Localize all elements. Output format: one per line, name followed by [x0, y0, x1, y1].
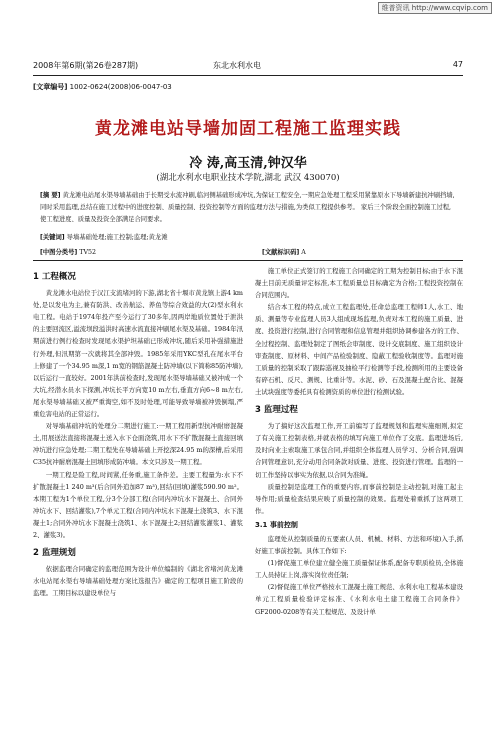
article-number-label: [文章编号] — [33, 83, 68, 91]
section-3-paragraph-1: 为了搞好这次监理工作,开工前编写了监理规划和监理实施细则,拟定了有关施工控制表格,并就表格的填写向施工单位作了交底。监理进场后,及时向业主索取施工承包合同,并组织全体监理人员学习、分析合同,强调合同管理意识,充分动用合同条款对质量、进度、投资进行管理。监理的一切工作坚持以事实为依据,以合同为准绳。 — [255, 422, 463, 479]
section-3-heading: 3 监理过程 — [255, 405, 298, 416]
right-paragraph-1: 施工单位正式签订的工程施工合同确定的工期为控制目标;由于水下混凝土目前无质量评定标准,本工程质量总目标确定为合格;工程投资控制在合同范围内。 — [255, 267, 463, 300]
section-3-1-paragraph-1: 监理处从控制质量的五要素(人员、机械、材料、方法和环境)入手,抓好施工事前控制。具体工作如下: — [255, 534, 463, 556]
classification-value: TV52 — [79, 249, 97, 256]
article-title: 黄龙滩电站导墙加固工程施工监理实践 — [95, 119, 401, 139]
classification-label: [中图分类号] — [40, 249, 78, 256]
section-3-1-paragraph-2: (1)督促施工单位建立健全施工质量保证体系,配备专职质检员,全体施工人员持证上岗,落实岗位责任制; — [255, 559, 463, 580]
section-2-paragraph-1: 依据监理合同确定的监理范围为设计单位编制的《湖北省堵河黄龙滩水电站尾水渠右导墙基础处理方案比选报告》确定的工程项目施工阶段的监理。工期目标以建设单位与 — [33, 565, 243, 598]
running-header — [33, 60, 463, 72]
keywords-label: [关键词] — [40, 234, 65, 241]
classification-number — [40, 247, 96, 256]
article-number-value: 1002-0624(2008)06-0047-03 — [69, 83, 172, 91]
abstract-label: [摘 要] — [40, 192, 61, 199]
section-1-paragraph-1: 黄龙滩水电站位于汉江支流堵河的下游,湖北省十堰市黄龙镇上游4 km处,是以发电为主,兼有防洪、改善航运、养鱼等综合效益的大(2)型水利水电工程。电站于1974年投产至今运行了30多年,因两岸地质位置处于泄洪的主要回流区,溢流坝段溢洪时高速水流直接冲刷尾水渠及基础。1984年汛期前进行例行检查时发现尾水渠护坦基础已形成冲坑,随后采用补强措施进行外理,但汛期第一次就将其全部冲毁。1985年采用YKC型孔在尾水平台上修建了一个34.95 m深,1 m宽的钢筋混凝土防冲墙(以下简称85防冲墙),以后运行一直较好。2001年洪前检查时,发现尾水渠导墙基础又被冲成一个大坑,经潜水员水下探测,冲坑长平方向宽10 m左右,垂直方向6~8 m左右,尾水渠导墙基础又被严重淘空,如不及时处理,可能导致导墙被冲毁倒塌,严重危害电站的正常运行。 — [33, 289, 244, 419]
header-rule — [33, 75, 463, 76]
document-code-label: [文献标识码] — [262, 249, 300, 256]
abstract-text-2: 家后三个阶段全面控制施工过程,使工程进度、质量及投资全部满足合同要求。 — [40, 204, 452, 223]
abstract-rule — [33, 260, 463, 261]
keywords-text: 导墙基础处理;施工控制;监理;黄龙滩 — [66, 234, 168, 241]
right-column — [255, 265, 463, 618]
issue-info: 2008年第6期(第26卷287期) — [33, 61, 139, 70]
document-code-value: A — [301, 249, 306, 256]
page-number: 47 — [452, 60, 463, 69]
abstract-text: 黄龙滩电站尾水渠导墙基础由于长期受水流冲刷,临河侧基础形成冲坑,为保证工程安全,一期应急处理工程采用紧靠原水下导墙新建抗冲刷挡墙,同时采用监理,总结在施工过程中的进度控制、质量控制、投资控制等方面的监理方法与措施,为类似工程提供参考。 — [40, 192, 455, 211]
left-column — [33, 265, 243, 599]
section-3-1-paragraph-3: (2)督促施工单位严格按水工混凝土施工规范、水利水电工程基本建设单元工程质量检验评定标准、《水利水电土建工程施工合同条件》GF2000-0208等有关工程规范、及设计单 — [255, 583, 463, 616]
section-1-paragraph-2: 对导墙基础冲坑的处理分二期进行施工:一期工程用新型抗冲耐磨混凝土,用展送法直接将混凝土送入水下仓面浇筑,用水下不扩散混凝土直接回填冲坑进行应急处理;二期工程先在导墙基础上开挖深24.95 m的深槽,后采用C35抗冲耐磨混凝土回填形成防冲墙。本文只涉及一期工程。 — [33, 422, 243, 467]
affiliation: (湖北水利水电职业技术学院,湖北 武汉 430070) — [156, 173, 340, 183]
article-number — [33, 82, 172, 92]
keywords — [40, 232, 456, 241]
journal-name: 东北水利水电 — [213, 61, 261, 70]
section-2-heading: 2 监理规划 — [33, 548, 76, 559]
right-paragraph-2: 结合本工程的特点,成立工程监理处,任命总监理工程师1人,水工、地质、测量等专业监理人员3人组成现场监理,负责对本工程的施工质量、进度、投资进行控制,进行合同管理和信息管理并组织协调参建各方的工作、全过程控制、监理处制定了图纸会审制度、设计交底制度、施工组织设计审查制度、原材料、中间产品检验制度、隐蔽工程验收制度等。监理对施工质量的控制采取了跟踪巡视及抽检平行检测等手段,检测所用的主要设备有碎石机、反尺、测规、比重计等。水泥、砂、石及混凝土配合比、混凝土试块强度等委托具有检测资质的单位进行检测试验。 — [255, 303, 463, 396]
authors: 冷 涛,高玉清,钟汉华 — [189, 156, 307, 171]
section-1-heading: 1 工程概况 — [33, 272, 76, 282]
section-3-1-heading: 3.1 事前控制 — [255, 520, 298, 529]
abstract — [40, 190, 456, 226]
section-1-paragraph-3: 一期工程是险工程,时间紧,任务重,施工条件差。主要工程量为:水下不扩散混凝土1 240 m³(后合同外追加87 m³),回结(回填)灌浆590.90 m²。本期工程为1个单位工程,分3个分部工程(合同内冲坑水下混凝土、合同外冲坑水下、回结灌浆),7个单元工程(合同内冲坑水下混凝土浇筑3、水下混凝土1;合同外冲坑水下混凝土浇筑1、水下混凝土2;回结灌浆灌浆1、灌浆2、灌浆3)。 — [33, 470, 243, 539]
document-code — [262, 247, 306, 256]
section-3-paragraph-2: 质量控制是监理工作的重要内容,而事前控制是主动控制,对施工起主导作用;质量检查结果应映了质量控制的效果。监理处着重抓了这两项工作。 — [255, 482, 463, 515]
watermark[interactable]: 维普资讯 http://www.cqvip.com — [378, 2, 492, 14]
